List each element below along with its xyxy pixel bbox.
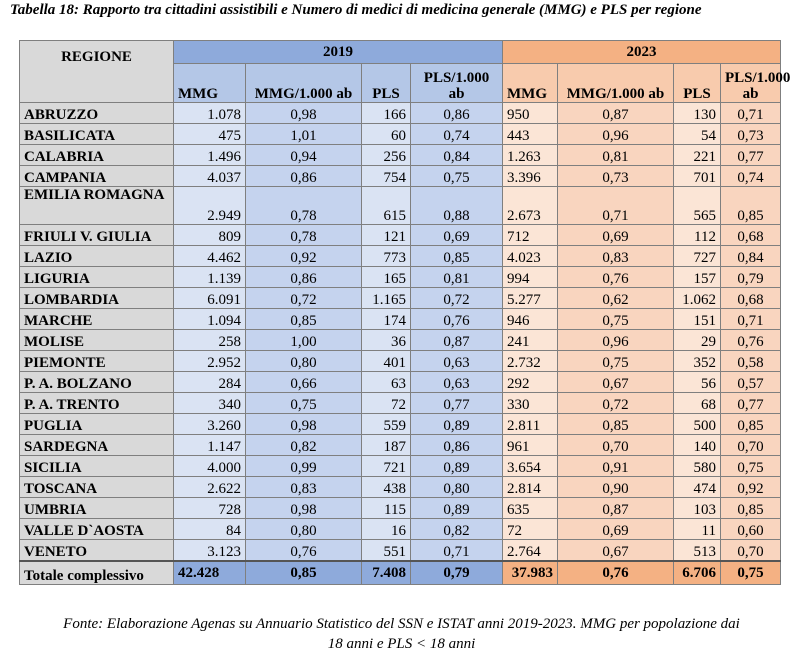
table-row (20, 372, 781, 393)
cell-pls-per-1000-2019: 0,76 (411, 309, 503, 330)
region-name: P. A. TRENTO (20, 393, 174, 414)
cell-pls-per-1000-2023: 0,71 (721, 309, 781, 330)
cell-pls-per-1000-2019: 0,72 (411, 288, 503, 309)
cell-mmg-per-1000-2023: 0,70 (558, 435, 674, 456)
mmg-per-1000-2023-header: MMG/1.000 ab (558, 64, 674, 103)
cell-mmg-per-1000-2023: 0,73 (558, 166, 674, 187)
cell-mmg-2019: 1.078 (174, 103, 246, 124)
data-table-container (19, 40, 791, 585)
pls-2023-header: PLS (674, 64, 721, 103)
cell-mmg-per-1000-2023: 0,72 (558, 393, 674, 414)
cell-mmg-per-1000-2019: 0,66 (246, 372, 362, 393)
cell-mmg-per-1000-2019: 0,80 (246, 519, 362, 540)
table-row (20, 540, 781, 562)
mmg-2023-header: MMG (503, 64, 558, 103)
cell-pls-per-1000-2019: 0,77 (411, 393, 503, 414)
cell-pls-2019: 438 (362, 477, 411, 498)
cell-pls-2019: 115 (362, 498, 411, 519)
region-name: UMBRIA (20, 498, 174, 519)
cell-mmg-per-1000-2023: 0,76 (558, 267, 674, 288)
table-row (20, 288, 781, 309)
cell-mmg-per-1000-2019: 0,86 (246, 267, 362, 288)
pls-per-1000-2019-header: PLS/1.000 ab (411, 64, 503, 103)
cell-mmg-2019: 3.123 (174, 540, 246, 562)
cell-pls-2019: 36 (362, 330, 411, 351)
cell-mmg-per-1000-2023: 0,87 (558, 103, 674, 124)
cell-pls-2023: 56 (674, 372, 721, 393)
region-column-header: REGIONE (20, 41, 174, 103)
cell-pls-2019: 174 (362, 309, 411, 330)
cell-pls-per-1000-2023: 0,60 (721, 519, 781, 540)
region-name: LIGURIA (20, 267, 174, 288)
cell-pls-2019: 256 (362, 145, 411, 166)
cell-mmg-2019: 1.139 (174, 267, 246, 288)
source-footnote (0, 614, 803, 654)
footnote-line-1: Fonte: Elaborazione Agenas su Annuario Statistico del SSN e ISTAT anni 2019-2023. MMG per popolazione dai (63, 616, 740, 632)
table-header (20, 41, 791, 103)
cell-pls-per-1000-2023: 0,79 (721, 267, 781, 288)
region-name: MARCHE (20, 309, 174, 330)
cell-pls-2023: 474 (674, 477, 721, 498)
cell-pls-per-1000-2023: 0,70 (721, 435, 781, 456)
table-row (20, 187, 781, 225)
cell-pls-2023: 565 (674, 187, 721, 225)
table-row (20, 145, 781, 166)
cell-mmg-2019: 6.091 (174, 288, 246, 309)
table-row (20, 414, 781, 435)
cell-mmg-per-1000-2023: 0,81 (558, 145, 674, 166)
cell-pls-per-1000-2019: 0,89 (411, 498, 503, 519)
region-name: EMILIA ROMAGNA (20, 187, 174, 225)
cell-mmg-2019: 258 (174, 330, 246, 351)
cell-mmg-per-1000-2023: 0,87 (558, 498, 674, 519)
cell-pls-2019: 401 (362, 351, 411, 372)
cell-pls-2023: 112 (674, 225, 721, 246)
total-pls-2019: 7.408 (362, 561, 411, 585)
cell-mmg-2019: 4.462 (174, 246, 246, 267)
cell-pls-2023: 500 (674, 414, 721, 435)
table-row (20, 246, 781, 267)
cell-pls-2019: 166 (362, 103, 411, 124)
pls-per-1000-2023-header: PLS/1.000 ab (721, 64, 781, 103)
cell-pls-2019: 165 (362, 267, 411, 288)
cell-mmg-per-1000-2019: 0,98 (246, 414, 362, 435)
data-table (19, 40, 791, 585)
region-name: SICILIA (20, 456, 174, 477)
cell-mmg-per-1000-2019: 0,78 (246, 187, 362, 225)
footnote-line-2: 18 anni e PLS < 18 anni (327, 636, 476, 652)
cell-mmg-2019: 1.147 (174, 435, 246, 456)
cell-pls-per-1000-2023: 0,77 (721, 145, 781, 166)
cell-mmg-2023: 2.764 (503, 540, 558, 562)
region-name: LOMBARDIA (20, 288, 174, 309)
cell-mmg-2019: 4.037 (174, 166, 246, 187)
cell-mmg-per-1000-2023: 0,90 (558, 477, 674, 498)
cell-pls-per-1000-2023: 0,74 (721, 166, 781, 187)
cell-pls-per-1000-2019: 0,86 (411, 435, 503, 456)
cell-mmg-2023: 950 (503, 103, 558, 124)
cell-pls-per-1000-2019: 0,74 (411, 124, 503, 145)
cell-pls-2019: 773 (362, 246, 411, 267)
table-row (20, 309, 781, 330)
cell-pls-2023: 727 (674, 246, 721, 267)
cell-pls-per-1000-2023: 0,85 (721, 187, 781, 225)
cell-pls-per-1000-2019: 0,81 (411, 267, 503, 288)
region-name: VENETO (20, 540, 174, 562)
cell-pls-2023: 130 (674, 103, 721, 124)
cell-pls-2019: 60 (362, 124, 411, 145)
cell-pls-per-1000-2023: 0,73 (721, 124, 781, 145)
cell-mmg-2023: 712 (503, 225, 558, 246)
cell-pls-per-1000-2019: 0,63 (411, 351, 503, 372)
cell-pls-per-1000-2023: 0,84 (721, 246, 781, 267)
cell-mmg-2019: 728 (174, 498, 246, 519)
cell-mmg-2023: 2.814 (503, 477, 558, 498)
cell-pls-2019: 16 (362, 519, 411, 540)
cell-mmg-per-1000-2023: 0,83 (558, 246, 674, 267)
cell-mmg-2023: 635 (503, 498, 558, 519)
cell-mmg-2023: 1.263 (503, 145, 558, 166)
cell-pls-2019: 72 (362, 393, 411, 414)
cell-mmg-2023: 994 (503, 267, 558, 288)
cell-mmg-2023: 946 (503, 309, 558, 330)
cell-pls-per-1000-2019: 0,69 (411, 225, 503, 246)
cell-pls-per-1000-2019: 0,82 (411, 519, 503, 540)
cell-mmg-per-1000-2019: 0,80 (246, 351, 362, 372)
table-row (20, 225, 781, 246)
cell-mmg-per-1000-2019: 0,85 (246, 309, 362, 330)
cell-pls-2019: 1.165 (362, 288, 411, 309)
year-2019-header: 2019 (174, 41, 503, 64)
cell-pls-per-1000-2023: 0,68 (721, 225, 781, 246)
cell-mmg-per-1000-2019: 0,78 (246, 225, 362, 246)
cell-pls-2023: 68 (674, 393, 721, 414)
cell-mmg-2023: 72 (503, 519, 558, 540)
table-row (20, 456, 781, 477)
cell-pls-2023: 140 (674, 435, 721, 456)
cell-mmg-per-1000-2019: 0,86 (246, 166, 362, 187)
cell-mmg-per-1000-2023: 0,71 (558, 187, 674, 225)
table-row (20, 393, 781, 414)
cell-pls-2023: 352 (674, 351, 721, 372)
cell-mmg-per-1000-2023: 0,67 (558, 540, 674, 562)
table-row (20, 435, 781, 456)
cell-pls-2023: 221 (674, 145, 721, 166)
cell-mmg-per-1000-2019: 0,99 (246, 456, 362, 477)
cell-mmg-per-1000-2023: 0,75 (558, 351, 674, 372)
region-name: TOSCANA (20, 477, 174, 498)
cell-mmg-2023: 961 (503, 435, 558, 456)
cell-mmg-2019: 1.496 (174, 145, 246, 166)
cell-mmg-2019: 284 (174, 372, 246, 393)
cell-mmg-per-1000-2019: 0,75 (246, 393, 362, 414)
table-row (20, 351, 781, 372)
cell-mmg-per-1000-2023: 0,85 (558, 414, 674, 435)
cell-mmg-per-1000-2019: 0,98 (246, 498, 362, 519)
cell-pls-2023: 11 (674, 519, 721, 540)
cell-mmg-2023: 3.654 (503, 456, 558, 477)
region-name: P. A. BOLZANO (20, 372, 174, 393)
cell-mmg-2019: 4.000 (174, 456, 246, 477)
cell-pls-per-1000-2023: 0,71 (721, 103, 781, 124)
cell-pls-2023: 580 (674, 456, 721, 477)
total-pls-per-1000-2023: 0,75 (721, 561, 781, 585)
cell-pls-per-1000-2023: 0,92 (721, 477, 781, 498)
cell-pls-per-1000-2023: 0,76 (721, 330, 781, 351)
cell-pls-2023: 54 (674, 124, 721, 145)
cell-pls-2023: 1.062 (674, 288, 721, 309)
cell-mmg-per-1000-2019: 0,72 (246, 288, 362, 309)
cell-pls-2019: 187 (362, 435, 411, 456)
cell-mmg-per-1000-2023: 0,75 (558, 309, 674, 330)
cell-mmg-2019: 1.094 (174, 309, 246, 330)
cell-pls-per-1000-2023: 0,75 (721, 456, 781, 477)
cell-mmg-2023: 443 (503, 124, 558, 145)
cell-mmg-2023: 330 (503, 393, 558, 414)
cell-pls-per-1000-2019: 0,63 (411, 372, 503, 393)
table-row (20, 103, 781, 124)
cell-pls-per-1000-2023: 0,68 (721, 288, 781, 309)
region-name: CAMPANIA (20, 166, 174, 187)
pls-2019-header: PLS (362, 64, 411, 103)
mmg-per-1000-2019-header: MMG/1.000 ab (246, 64, 362, 103)
region-name: CALABRIA (20, 145, 174, 166)
cell-mmg-per-1000-2019: 1,01 (246, 124, 362, 145)
cell-pls-per-1000-2019: 0,89 (411, 456, 503, 477)
cell-pls-per-1000-2023: 0,57 (721, 372, 781, 393)
cell-mmg-2019: 340 (174, 393, 246, 414)
year-2023-header: 2023 (503, 41, 781, 64)
cell-pls-2023: 29 (674, 330, 721, 351)
cell-mmg-per-1000-2023: 0,91 (558, 456, 674, 477)
cell-pls-per-1000-2019: 0,85 (411, 246, 503, 267)
cell-mmg-2019: 2.952 (174, 351, 246, 372)
cell-mmg-2023: 2.811 (503, 414, 558, 435)
cell-mmg-2023: 2.732 (503, 351, 558, 372)
cell-pls-per-1000-2023: 0,77 (721, 393, 781, 414)
total-mmg-per-1000-2019: 0,85 (246, 561, 362, 585)
cell-pls-per-1000-2019: 0,87 (411, 330, 503, 351)
cell-mmg-per-1000-2019: 0,94 (246, 145, 362, 166)
cell-mmg-2019: 809 (174, 225, 246, 246)
cell-mmg-2019: 3.260 (174, 414, 246, 435)
cell-pls-per-1000-2023: 0,85 (721, 498, 781, 519)
region-name: VALLE D`AOSTA (20, 519, 174, 540)
cell-mmg-2019: 2.622 (174, 477, 246, 498)
cell-pls-per-1000-2019: 0,86 (411, 103, 503, 124)
table-row (20, 267, 781, 288)
cell-pls-2019: 615 (362, 187, 411, 225)
cell-mmg-per-1000-2019: 0,82 (246, 435, 362, 456)
cell-pls-per-1000-2019: 0,75 (411, 166, 503, 187)
cell-mmg-2023: 4.023 (503, 246, 558, 267)
cell-pls-per-1000-2019: 0,71 (411, 540, 503, 562)
table-row (20, 498, 781, 519)
cell-pls-2019: 63 (362, 372, 411, 393)
total-mmg-2023: 37.983 (503, 561, 558, 585)
cell-mmg-2023: 5.277 (503, 288, 558, 309)
total-pls-per-1000-2019: 0,79 (411, 561, 503, 585)
table-body (20, 103, 781, 562)
cell-pls-2023: 701 (674, 166, 721, 187)
region-name: MOLISE (20, 330, 174, 351)
cell-mmg-per-1000-2019: 1,00 (246, 330, 362, 351)
cell-pls-per-1000-2023: 0,85 (721, 414, 781, 435)
total-pls-2023: 6.706 (674, 561, 721, 585)
region-name: BASILICATA (20, 124, 174, 145)
region-name: FRIULI V. GIULIA (20, 225, 174, 246)
table-row (20, 330, 781, 351)
cell-mmg-per-1000-2019: 0,98 (246, 103, 362, 124)
cell-pls-2019: 551 (362, 540, 411, 562)
cell-mmg-per-1000-2023: 0,96 (558, 330, 674, 351)
cell-mmg-per-1000-2019: 0,76 (246, 540, 362, 562)
cell-pls-per-1000-2019: 0,80 (411, 477, 503, 498)
cell-pls-2019: 754 (362, 166, 411, 187)
cell-pls-2023: 157 (674, 267, 721, 288)
region-name: LAZIO (20, 246, 174, 267)
table-row (20, 124, 781, 145)
region-name: SARDEGNA (20, 435, 174, 456)
cell-mmg-2023: 2.673 (503, 187, 558, 225)
cell-pls-per-1000-2019: 0,89 (411, 414, 503, 435)
cell-mmg-per-1000-2019: 0,83 (246, 477, 362, 498)
table-title: Tabella 18: Rapporto tra cittadini assistibili e Numero di medici di medicina generale (MMG) e PLS per regione (10, 2, 702, 18)
cell-pls-per-1000-2019: 0,84 (411, 145, 503, 166)
cell-pls-2023: 513 (674, 540, 721, 562)
cell-pls-2019: 121 (362, 225, 411, 246)
table-footer (20, 561, 781, 585)
cell-pls-per-1000-2019: 0,88 (411, 187, 503, 225)
cell-mmg-per-1000-2023: 0,96 (558, 124, 674, 145)
mmg-2019-header: MMG (174, 64, 246, 103)
total-mmg-per-1000-2023: 0,76 (558, 561, 674, 585)
cell-pls-2023: 103 (674, 498, 721, 519)
total-mmg-2019: 42.428 (174, 561, 246, 585)
total-label: Totale complessivo (20, 561, 174, 585)
region-name: ABRUZZO (20, 103, 174, 124)
table-row (20, 166, 781, 187)
cell-mmg-per-1000-2019: 0,92 (246, 246, 362, 267)
cell-mmg-2023: 292 (503, 372, 558, 393)
cell-mmg-per-1000-2023: 0,67 (558, 372, 674, 393)
cell-pls-per-1000-2023: 0,58 (721, 351, 781, 372)
cell-mmg-per-1000-2023: 0,62 (558, 288, 674, 309)
cell-pls-2019: 721 (362, 456, 411, 477)
cell-mmg-per-1000-2023: 0,69 (558, 519, 674, 540)
cell-mmg-2019: 475 (174, 124, 246, 145)
total-row (20, 561, 781, 585)
cell-mmg-2019: 2.949 (174, 187, 246, 225)
cell-mmg-2023: 3.396 (503, 166, 558, 187)
cell-mmg-2023: 241 (503, 330, 558, 351)
cell-pls-per-1000-2023: 0,70 (721, 540, 781, 562)
table-row (20, 519, 781, 540)
cell-mmg-2019: 84 (174, 519, 246, 540)
table-row (20, 477, 781, 498)
region-name: PUGLIA (20, 414, 174, 435)
cell-mmg-per-1000-2023: 0,69 (558, 225, 674, 246)
cell-pls-2019: 559 (362, 414, 411, 435)
cell-pls-2023: 151 (674, 309, 721, 330)
region-name: PIEMONTE (20, 351, 174, 372)
